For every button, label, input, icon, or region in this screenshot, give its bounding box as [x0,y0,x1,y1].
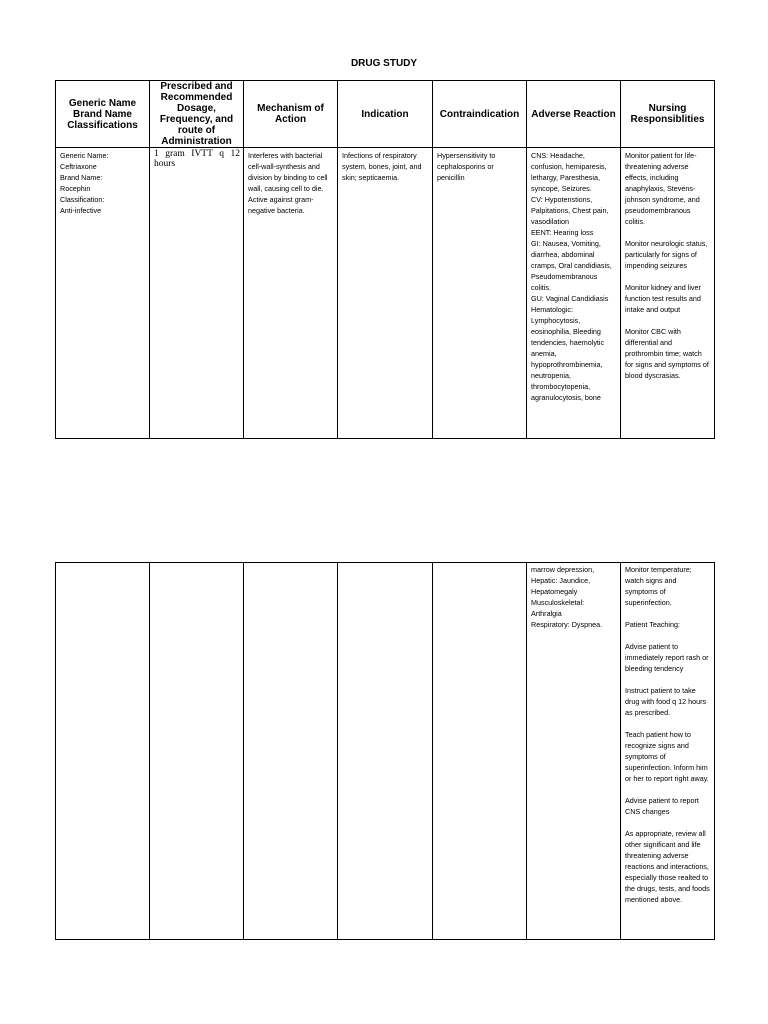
mechanism-cell: Interferes with bacterial cell-wall-synthesis and division by binding to cell wall, causing cell to die. Active against gram-negative bacteria. [248,151,328,215]
drug-study-table-continued [55,562,715,940]
nursing-responsibilities-cell: Monitor patient for life-threatening adverse effects, including anaphylaxis, Stevens-johnson syndrome, and pseudomembranous colitis. Monitor neurologic status, particularly for signs of impending seizures Monitor kidney and liver function test results and intake and output Monitor CBC with differential and prothrombin time; watch for signs and symptoms of blood dyscrasias. [625,151,709,380]
header-row [56,81,715,148]
table-row [56,563,715,940]
empty-cell [338,563,433,940]
header-nursing-responsibilities: Nursing Responsiblities [621,81,715,148]
drug-study-table [55,80,715,439]
header-adverse-reaction: Adverse Reaction [527,81,621,148]
table-row [56,148,715,439]
header-drug-names: Generic Name Brand Name Classifications [56,81,150,148]
drug-names-cell: Generic Name: Ceftriaxone Brand Name: Rocephin Classification: Anti-infective [60,151,109,215]
page-title: DRUG STUDY [350,58,418,69]
nursing-responsibilities-continued-cell: Monitor temperature; watch signs and symptoms of superinfection. Patient Teaching: Advise patient to immediately report rash or bleeding tendency Instruct patient to take drug with food q 12 hours as prescribed. Teach patient how to recognize signs and symptoms of superinfection. Inform him or her to report right away. Advise patient to report CNS changes As appropriate, review all other significant and life threatening adverse reactions and interactions, especially those realted to the drugs, tests, and foods mentioned above. [625,565,710,904]
empty-cell [433,563,527,940]
dosage-cell: 1 gram IVTT q 12 hours [154,149,243,169]
header-dosage: Prescribed and Recommended Dosage, Frequency, and route of Administration [150,81,244,148]
empty-cell [244,563,338,940]
header-contraindication: Contraindication [433,81,527,148]
adverse-reaction-continued-cell: marrow depression, Hepatic: Jaundice, Hepatomegaly Musculoskeletal: Arthralgia Respiratory: Dyspnea. [531,565,603,629]
empty-cell [56,563,150,940]
header-mechanism: Mechanism of Action [244,81,338,148]
indication-cell: Infections of respiratory system, bones, joint, and skin; septicaemia. [342,151,424,182]
adverse-reaction-cell: CNS: Headache, confusion, hemiparesis, lethargy, Paresthesia, syncope, Seizures. CV: Hypotenstions, Palpitations, Chest pain, vasodilation EENT: Hearing loss GI: Nausea, Vomiting, diarrhea, abdominal cramps, Oral candidiasis, Pseudomembranous colitis. GU: Vaginal Candidiasis Hematologic: Lymphocytosis, eosinophilia, Bleeding tendencies, haemolytic anemia, hypoprothrombinemia, neutropenia, thrombocytopenia, agranulocytosis, bone [531,151,612,402]
header-indication: Indication [338,81,433,148]
empty-cell [150,563,244,940]
contraindication-cell: Hypersensitivity to cephalosporins or penicillin [437,151,498,182]
